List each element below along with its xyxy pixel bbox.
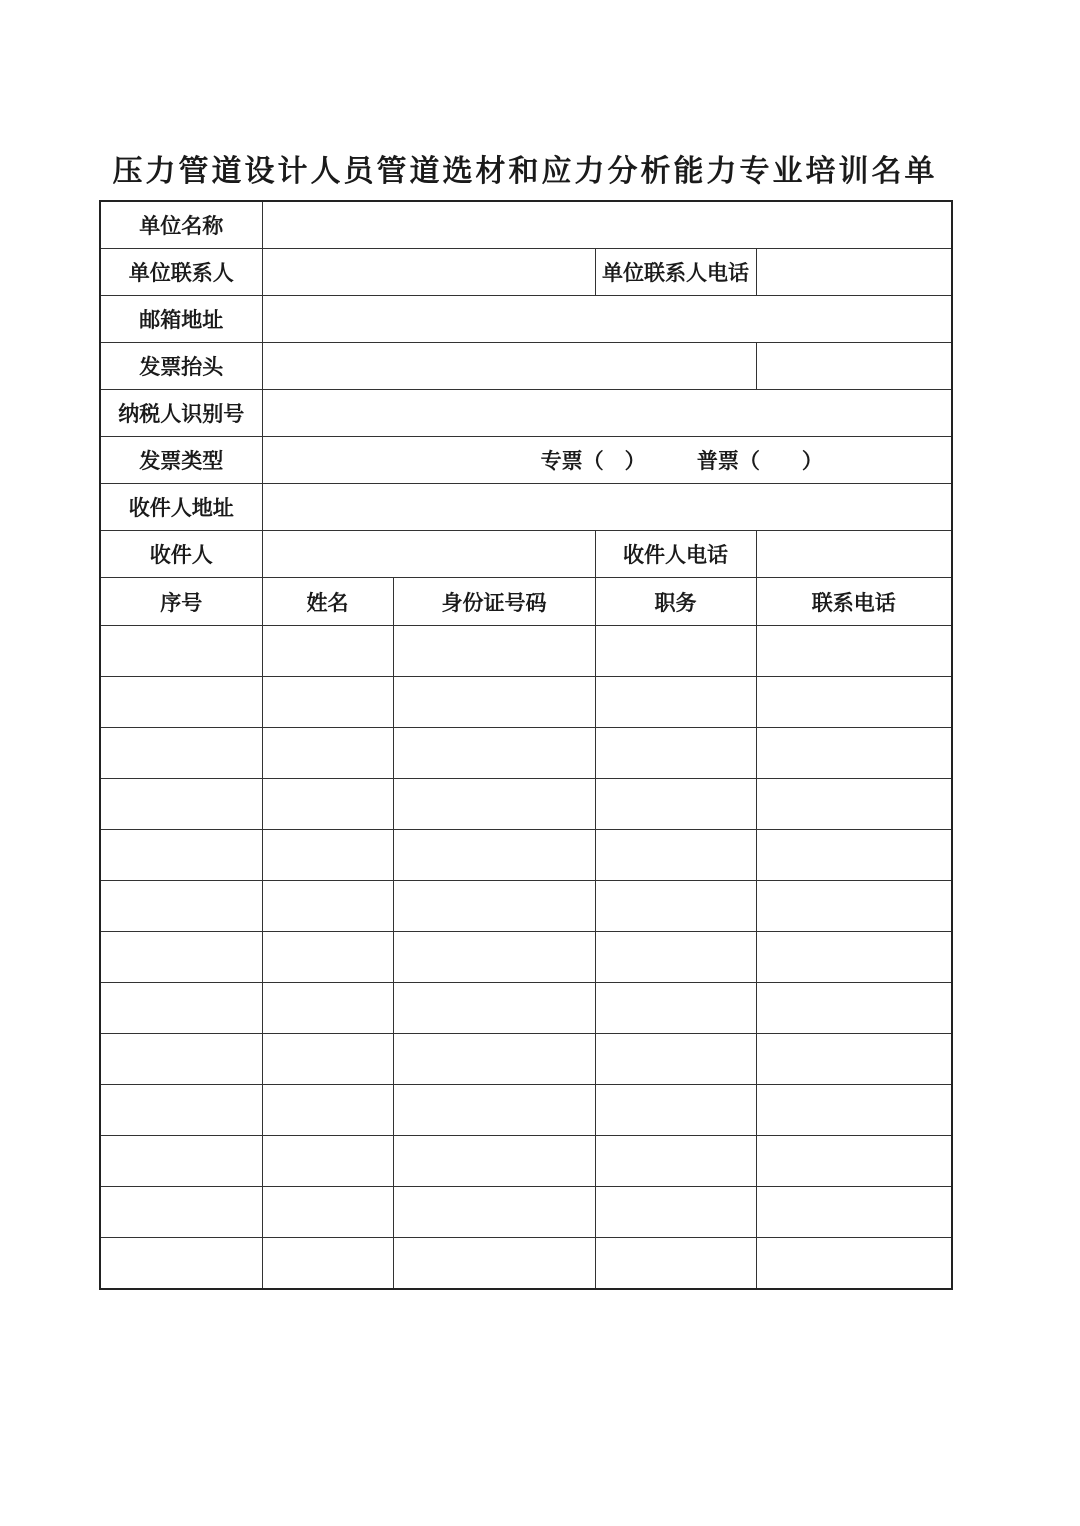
table-row [100,1085,952,1136]
id-number-cell[interactable] [393,1085,595,1136]
index-cell[interactable] [100,983,262,1034]
name-cell[interactable] [262,1238,393,1290]
column-header-name: 姓名 [262,578,393,626]
phone-cell[interactable] [756,881,952,932]
id-number-cell[interactable] [393,1187,595,1238]
recipient-address-field[interactable] [262,484,952,531]
phone-cell[interactable] [756,728,952,779]
id-number-cell[interactable] [393,932,595,983]
email-field[interactable] [262,296,952,343]
index-cell[interactable] [100,1187,262,1238]
phone-cell[interactable] [756,626,952,677]
index-cell[interactable] [100,626,262,677]
table-row [100,728,952,779]
table-row [100,1238,952,1290]
phone-cell[interactable] [756,1136,952,1187]
phone-cell[interactable] [756,1085,952,1136]
table-row [100,983,952,1034]
name-cell[interactable] [262,830,393,881]
name-cell[interactable] [262,1085,393,1136]
company-contact-label: 单位联系人 [100,249,262,296]
name-cell[interactable] [262,932,393,983]
id-number-cell[interactable] [393,779,595,830]
name-cell[interactable] [262,626,393,677]
position-cell[interactable] [595,932,756,983]
form-title: 压力管道设计人员管道选材和应力分析能力专业培训名单 [112,154,938,189]
id-number-cell[interactable] [393,881,595,932]
phone-cell[interactable] [756,677,952,728]
position-cell[interactable] [595,1085,756,1136]
index-cell[interactable] [100,677,262,728]
index-cell[interactable] [100,728,262,779]
phone-cell[interactable] [756,983,952,1034]
name-cell[interactable] [262,1034,393,1085]
index-cell[interactable] [100,932,262,983]
index-cell[interactable] [100,830,262,881]
recipient-field[interactable] [262,531,595,578]
taxpayer-id-label: 纳税人识别号 [100,390,262,437]
phone-cell[interactable] [756,1034,952,1085]
position-cell[interactable] [595,1187,756,1238]
table-row [100,932,952,983]
table-row [100,1136,952,1187]
recipient-phone-field[interactable] [756,531,952,578]
id-number-cell[interactable] [393,728,595,779]
invoice-type-field [262,437,952,484]
table-row [100,830,952,881]
name-cell[interactable] [262,983,393,1034]
invoice-type-label: 发票类型 [100,437,262,484]
name-cell[interactable] [262,1187,393,1238]
phone-cell[interactable] [756,932,952,983]
registration-table [99,200,953,1290]
id-number-cell[interactable] [393,830,595,881]
index-cell[interactable] [100,1136,262,1187]
company-name-label: 单位名称 [100,201,262,249]
position-cell[interactable] [595,626,756,677]
position-cell[interactable] [595,677,756,728]
recipient-address-label: 收件人地址 [100,484,262,531]
id-number-cell[interactable] [393,1238,595,1290]
taxpayer-id-field[interactable] [262,390,952,437]
table-row [100,1034,952,1085]
phone-cell[interactable] [756,1187,952,1238]
name-cell[interactable] [262,779,393,830]
invoice-title-label: 发票抬头 [100,343,262,390]
column-header-phone: 联系电话 [756,578,952,626]
phone-cell[interactable] [756,1238,952,1290]
position-cell[interactable] [595,1238,756,1290]
email-label: 邮箱地址 [100,296,262,343]
index-cell[interactable] [100,1034,262,1085]
position-cell[interactable] [595,830,756,881]
invoice-title-extra-field[interactable] [756,343,952,390]
company-contact-field[interactable] [262,249,595,296]
position-cell[interactable] [595,1136,756,1187]
position-cell[interactable] [595,983,756,1034]
company-name-field[interactable] [262,201,952,249]
table-row [100,1187,952,1238]
column-header-id-number: 身份证号码 [393,578,595,626]
column-header-row [100,578,952,626]
id-number-cell[interactable] [393,626,595,677]
table-row [100,626,952,677]
name-cell[interactable] [262,881,393,932]
name-cell[interactable] [262,677,393,728]
company-contact-phone-field[interactable] [756,249,952,296]
index-cell[interactable] [100,1085,262,1136]
table-row [100,677,952,728]
index-cell[interactable] [100,881,262,932]
recipient-phone-label: 收件人电话 [595,531,756,578]
position-cell[interactable] [595,881,756,932]
position-cell[interactable] [595,1034,756,1085]
column-header-index: 序号 [100,578,262,626]
position-cell[interactable] [595,728,756,779]
invoice-special-option[interactable]: 专票（ ） [540,448,646,473]
index-cell[interactable] [100,1238,262,1290]
phone-cell[interactable] [756,830,952,881]
column-header-position: 职务 [595,578,756,626]
invoice-normal-option[interactable]: 普票（ ） [696,448,823,473]
name-cell[interactable] [262,728,393,779]
company-contact-phone-label: 单位联系人电话 [595,249,756,296]
id-number-cell[interactable] [393,1136,595,1187]
invoice-title-field[interactable] [262,343,756,390]
recipient-label: 收件人 [100,531,262,578]
phone-cell[interactable] [756,779,952,830]
id-number-cell[interactable] [393,1034,595,1085]
position-cell[interactable] [595,779,756,830]
index-cell[interactable] [100,779,262,830]
id-number-cell[interactable] [393,983,595,1034]
name-cell[interactable] [262,1136,393,1187]
table-row [100,881,952,932]
id-number-cell[interactable] [393,677,595,728]
table-row [100,779,952,830]
